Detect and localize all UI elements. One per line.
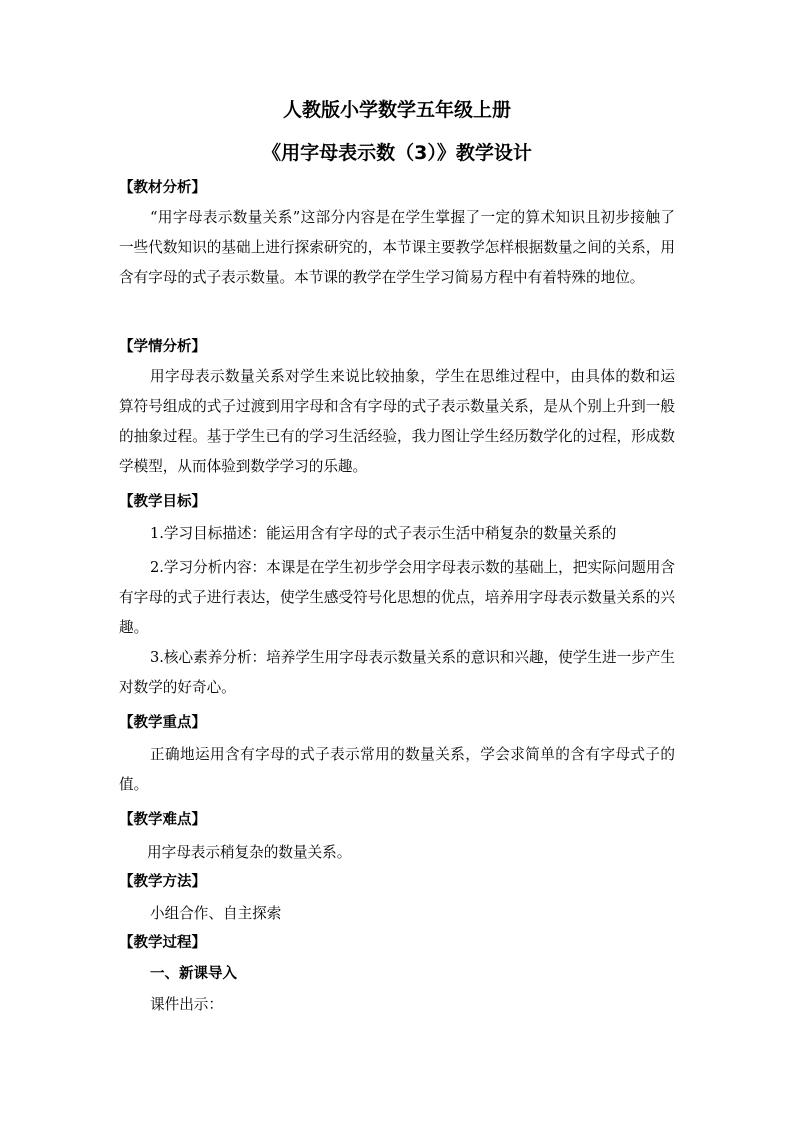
process-step-1: 一、新课导入 bbox=[150, 966, 237, 982]
paragraph-material-analysis: “用字母表示数量关系”这部分内容是在学生掌握了一定的算术知识且初步接触了一些代数知识的基础上进行探索研究的，本节课主要教学怎样根据数量之间的关系，用含有字母的式子表示数量。本节课的教学在学生学习简易方程中有着特殊的地位。 bbox=[119, 209, 675, 286]
difficulties-text: 用字母表示稍复杂的数量关系。 bbox=[147, 844, 352, 861]
paragraph-key-points: 正确地运用含有字母的式子表示常用的数量关系，学会求简单的含有字母式子的值。 bbox=[119, 746, 675, 793]
document-title-line1: 人教版小学数学五年级上册 bbox=[282, 99, 511, 121]
heading-student-analysis: 【学情分析】 bbox=[119, 339, 206, 355]
methods-text: 小组合作、自主探索 bbox=[150, 905, 282, 922]
heading-difficulties: 【教学难点】 bbox=[119, 812, 206, 828]
heading-process: 【教学过程】 bbox=[119, 935, 206, 951]
document-title-line2: 《用字母表示数（3）》教学设计 bbox=[262, 142, 532, 164]
paragraph-student-analysis: 用字母表示数量关系对学生来说比较抽象，学生在思维过程中，由具体的数和运算符号组成的式子过渡到用字母和含有字母的式子表示数量关系，是从个别上升到一般的抽象过程。基于学生已有的学习生活经验，我力图让学生经历数学化的过程，形成数学模型，从而体验到数学学习的乐趣。 bbox=[119, 368, 675, 475]
goal-item-1: 1.学习目标描述：能运用含有字母的式子表示生活中稍复杂的数量关系的 bbox=[150, 525, 617, 542]
goal-item-3: 3.核心素养分析：培养学生用字母表示数量关系的意识和兴趣，使学生进一步产生对数学的好奇心。 bbox=[119, 649, 675, 696]
heading-material-analysis: 【教材分析】 bbox=[119, 180, 206, 196]
goal-item-2: 2.学习分析内容：本课是在学生初步学会用字母表示数的基础上，把实际问题用含有字母的式子进行表达，使学生感受符号化思想的优点，培养用字母表示数量关系的兴趣。 bbox=[119, 559, 675, 636]
process-step-1-text: 课件出示： bbox=[150, 996, 223, 1013]
heading-methods: 【教学方法】 bbox=[119, 874, 206, 890]
heading-teaching-goals: 【教学目标】 bbox=[119, 494, 206, 510]
heading-key-points: 【教学重点】 bbox=[119, 715, 206, 731]
